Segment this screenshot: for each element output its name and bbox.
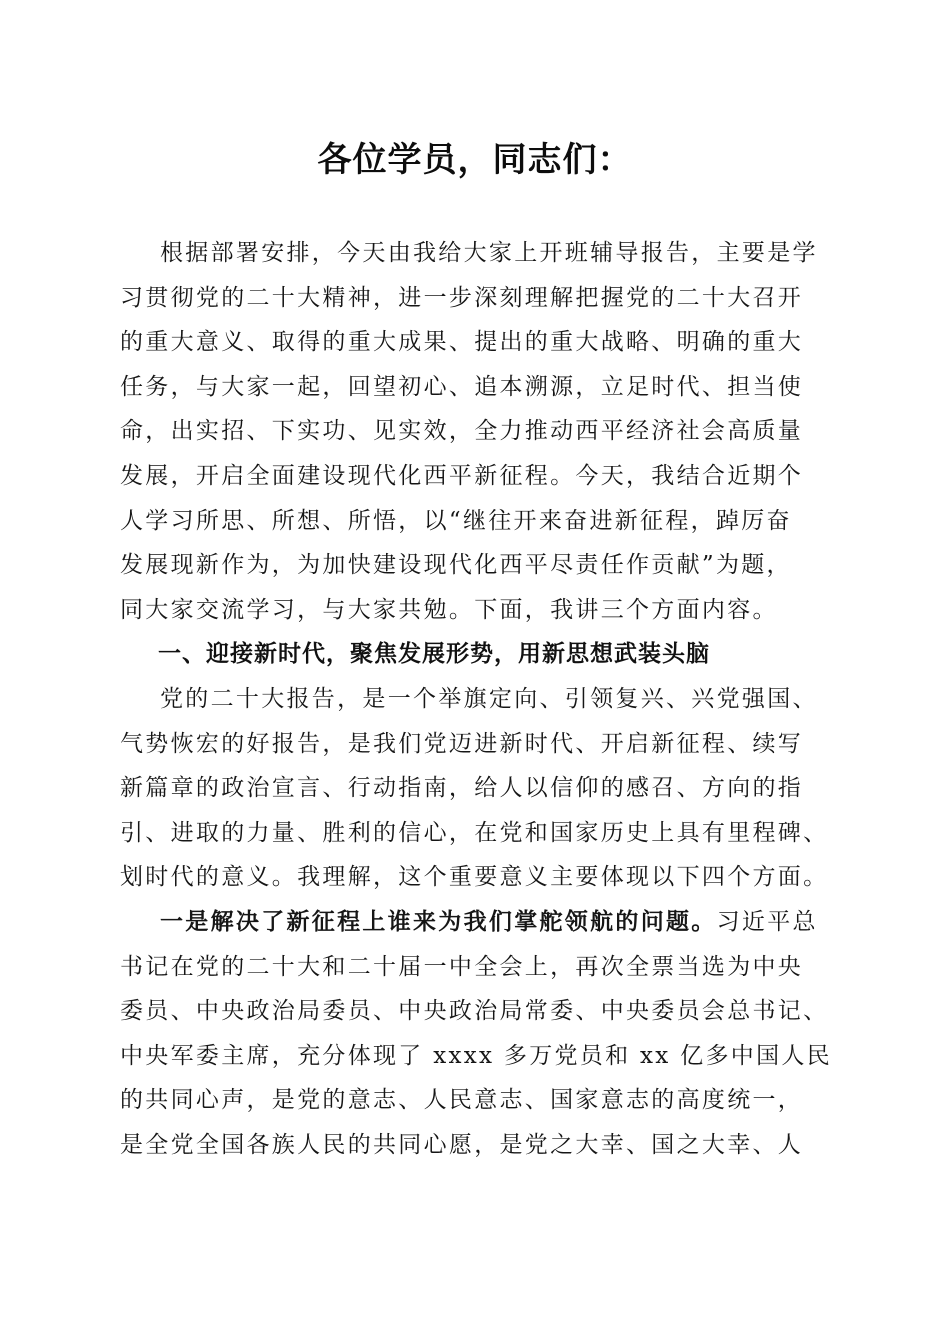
point-lead: 一是解决了新征程上谁来为我们掌舵领航的问题。 — [160, 907, 717, 935]
text-line: 引、进取的力量、胜利的信心，在党和国家历史上具有里程碑、 — [120, 819, 829, 846]
text-line: 任务，与大家一起，回望初心、追本溯源，立足时代、担当使 — [120, 373, 804, 400]
point-lead-rest: 习近平总 — [716, 908, 818, 935]
text-line: 的共同心声，是党的意志、人民意志、国家意志的高度统一， — [120, 1087, 804, 1114]
section-paragraph — [120, 677, 832, 900]
text-line: 划时代的意义。我理解，这个重要意义主要体现以下四个方面。 — [120, 864, 829, 891]
text-line: 中央军委主席，充分体现了 xxxx 多万党员和 xx 亿多中国人民 — [120, 1042, 832, 1069]
document-body — [120, 231, 832, 1167]
intro-paragraph — [120, 231, 832, 632]
text-line: 习贯彻党的二十大精神，进一步深刻理解把握党的二十大召开 — [120, 284, 804, 311]
text-line: 新篇章的政治宣言、行动指南，给人以信仰的感召、方向的指 — [120, 775, 804, 802]
text-line: 命，出实招、下实功、见实效，全力推动西平经济社会高质量 — [120, 418, 804, 445]
text-line: 人学习所思、所想、所悟，以“继往开来奋进新征程，踔厉奋 — [120, 507, 792, 534]
text-line: 根据部署安排，今天由我给大家上开班辅导报告，主要是学 — [160, 240, 818, 266]
point-one-paragraph — [120, 900, 832, 1168]
text-line: 书记在党的二十大和二十届一中全会上，再次全票当选为中央 — [120, 953, 804, 980]
document-title: 各位学员，同志们： — [317, 140, 633, 180]
text-line — [120, 900, 832, 945]
text-line: 是全党全国各族人民的共同心愿，是党之大幸、国之大幸、人 — [120, 1131, 804, 1158]
text-line: 党的二十大报告，是一个举旗定向、引领复兴、兴党强国、 — [160, 685, 818, 712]
text-line: 气势恢宏的好报告，是我们党迈进新时代、开启新征程、续写 — [120, 730, 804, 757]
text-line: 发展现新作为，为加快建设现代化西平尽责任作贡献”为题， — [120, 552, 792, 579]
section-heading: 一、迎接新时代，聚焦发展形势，用新思想武装头脑 — [157, 641, 710, 668]
text-line: 委员、中央政治局委员、中央政治局常委、中央委员会总书记、 — [120, 998, 829, 1025]
text-line: 同大家交流学习，与大家共勉。下面，我讲三个方面内容。 — [120, 596, 778, 623]
text-line: 的重大意义、取得的重大成果、提出的重大战略、明确的重大 — [120, 329, 804, 356]
text-line: 发展，开启全面建设现代化西平新征程。今天，我结合近期个 — [120, 462, 804, 489]
